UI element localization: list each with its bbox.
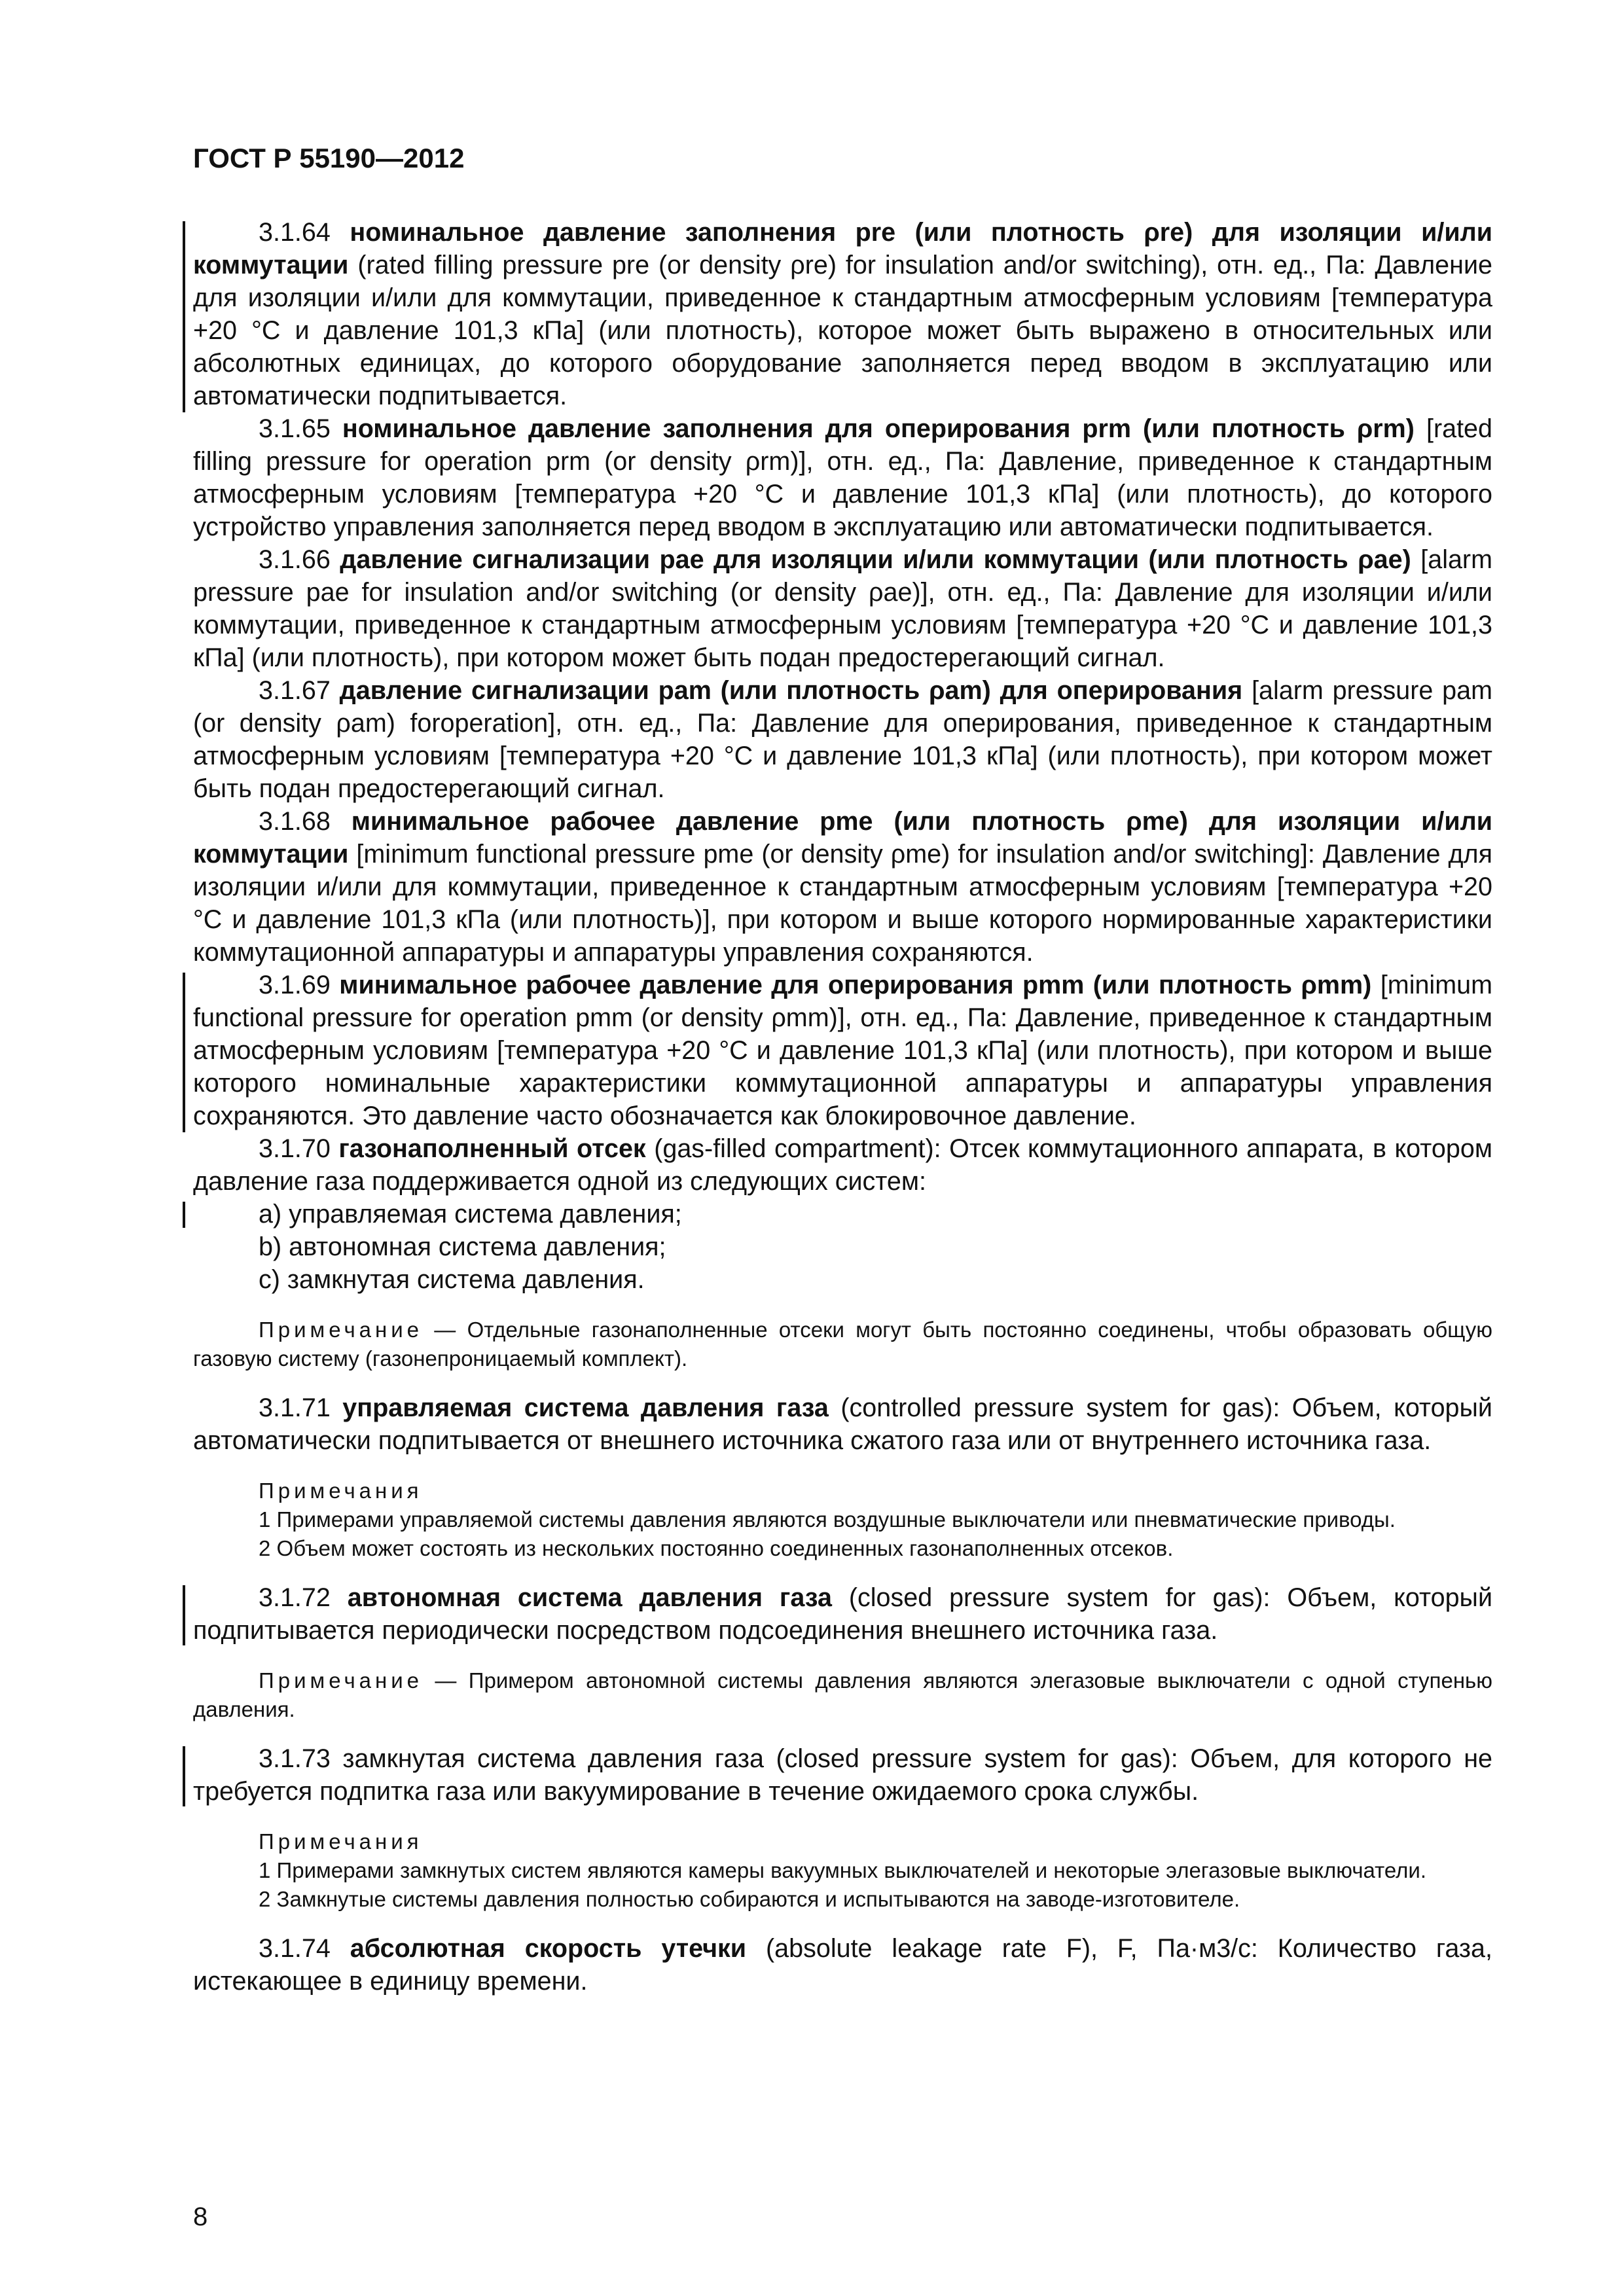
clause-3-1-64: [193, 216, 1492, 412]
document-content: [193, 216, 1492, 1998]
change-bar: [183, 221, 185, 412]
note-label: Примечание: [259, 1318, 424, 1342]
clause-3-1-73: [193, 1742, 1492, 1808]
list-item-c: c) замкнутая система давления.: [259, 1265, 645, 1294]
term: давление сигнализации pae для изоляции и/или коммутации (или плотность ρae): [340, 545, 1411, 574]
list-item-a: [193, 1198, 1492, 1230]
note-label: Примечания: [259, 1479, 423, 1503]
clause-number: 3.1.65: [259, 414, 331, 443]
clause-number: 3.1.72: [259, 1583, 331, 1612]
list-item-b: b) автономная система давления;: [259, 1232, 666, 1261]
definition: (closed pressure system for gas): Объем, который подпитывается периодически посредством подсоединения внешнего источника газа.: [193, 1583, 1493, 1645]
note-item: 2 Объем может состоять из нескольких постоянно соединенных газонаполненных отсеков.: [259, 1536, 1174, 1560]
term: абсолютная скорость утечки: [350, 1934, 747, 1963]
term: давление сигнализации pam (или плотность ρam) для оперирования: [339, 676, 1243, 705]
change-bar: [183, 1746, 185, 1806]
definition: [alarm pressure pam (or density ρam) foroperation], отн. ед., Па: Давление для оперирования, приведенное к стандартным атмосферным условиям [температура +20 °С и давление 101,3 кПа] (или плотность), при котором может быть подан предостерегающий сигнал.: [193, 676, 1492, 803]
note-3-1-72: [193, 1666, 1492, 1724]
clause-3-1-71: [193, 1391, 1492, 1457]
clause-3-1-65: [193, 412, 1492, 543]
change-bar: [183, 973, 185, 1132]
page-number: 8: [193, 2202, 208, 2231]
change-bar: [183, 1202, 185, 1228]
definition: (absolute leakage rate F), F, Па·м3/с: Количество газа, истекающее в единицу времени.: [193, 1934, 1492, 1996]
definition: (gas-filled compartment): Отсек коммутационного аппарата, в котором давление газа поддерживается одной из следующих систем:: [193, 1134, 1492, 1196]
term: минимальное рабочее давление pme (или плотность ρme) для изоляции и/или коммутации: [193, 807, 1492, 869]
list-item-text: a) управляемая система давления;: [259, 1200, 682, 1229]
clause-number: 3.1.74: [259, 1934, 331, 1963]
note-text: [193, 1316, 1492, 1373]
clause-3-1-72: [193, 1581, 1492, 1647]
definition: (controlled pressure system for gas): Объем, который автоматически подпитывается от внешнего источника сжатого газа или от внутреннего источника газа.: [193, 1393, 1492, 1455]
definition: (rated filling pressure pre (or density ρre) for insulation and/or switching), отн. ед., Па: Давление для изоляции и/или для коммутации, приведенное к стандартным атмосферным условиям [температура +20 °С и давление 101,3 кПа] (или плотность), которое может быть выражено в относительных или абсолютных единицах, до которого оборудование заполняется перед вводом в эксплуатацию или автоматически подпитывается.: [193, 251, 1492, 410]
clause-number: 3.1.71: [259, 1393, 331, 1422]
note-item: 2 Замкнутые системы давления полностью собираются и испытываются на заводе-изготовителе.: [259, 1887, 1240, 1911]
definition: [minimum functional pressure pme (or density ρme) for insulation and/or switching]: Давление для изоляции и/или для коммутации, приведенное к стандартным атмосферным условиям [температура +20 °С и давление 101,3 кПа (или плотность)], при котором и выше которого нормированные характеристики коммутационной аппаратуры и аппаратуры управления сохраняются.: [193, 840, 1492, 967]
clause-3-1-66: [193, 543, 1492, 674]
clause-number: 3.1.66: [259, 545, 331, 574]
note-item: 1 Примерами управляемой системы давления являются воздушные выключатели или пневматические приводы.: [259, 1507, 1396, 1532]
clause-3-1-69: [193, 969, 1492, 1132]
notes-heading: [193, 1827, 1492, 1856]
note-text: [193, 1666, 1492, 1724]
term: номинальное давление заполнения pre (или плотность ρre) для изоляции и/или коммутации: [193, 218, 1493, 279]
note-3-1-70: [193, 1316, 1492, 1373]
notes-heading: [193, 1477, 1492, 1505]
standard-header: ГОСТ Р 55190—2012: [193, 143, 465, 173]
clause-number: 3.1.68: [259, 807, 331, 836]
notes-3-1-73: [193, 1827, 1492, 1914]
clause-number: 3.1.69: [259, 971, 331, 999]
clause-3-1-68: [193, 805, 1492, 969]
term: минимальное рабочее давление для оперирования pmm (или плотность ρmm): [339, 971, 1372, 999]
definition: [alarm pressure pae for insulation and/or switching (or density ρae)], отн. ед., Па: Давление для изоляции и/или коммутации, приведенное к стандартным атмосферным условиям [температура +20 °С и давление 101,3 кПа] (или плотность), при котором может быть подан предостерегающий сигнал.: [193, 545, 1492, 672]
term: газонаполненный отсек: [338, 1134, 646, 1163]
definition: [rated filling pressure for operation prm (or density ρrm)], отн. ед., Па: Давление, приведенное к стандартным атмосферным условиям [температура +20 °С и давление 101,3 кПа] (или плотность), до которого устройство управления заполняется перед вводом в эксплуатацию или автоматически подпитывается.: [193, 414, 1492, 541]
note-body: — Отдельные газонаполненные отсеки могут быть постоянно соединены, чтобы образовать общую газовую систему (газонепроницаемый комплект).: [193, 1318, 1492, 1371]
notes-3-1-71: [193, 1477, 1492, 1563]
clause-number: 3.1.64: [259, 218, 331, 247]
term: автономная система давления газа: [347, 1583, 832, 1612]
definition: [minimum functional pressure for operation pmm (or density ρmm)], отн. ед., Па: Давление, приведенное к стандартным атмосферным условиям [температура +20 °С и давление 101,3 кПа] (или плотность), при котором и выше которого номинальные характеристики коммутационной аппаратуры и аппаратуры управления сохраняются. Это давление часто обозначается как блокировочное давление.: [193, 971, 1492, 1130]
clause-number: 3.1.70: [259, 1134, 331, 1163]
definition: замкнутая система давления газа (closed pressure system for gas): Объем, для которого не требуется подпитка газа или вакуумирование в течение ожидаемого срока службы.: [193, 1744, 1492, 1806]
clause-3-1-74: [193, 1932, 1492, 1998]
note-label: Примечание: [259, 1668, 424, 1693]
term: управляемая система давления газа: [342, 1393, 829, 1422]
clause-number: 3.1.73: [259, 1744, 331, 1773]
clause-3-1-67: [193, 674, 1492, 805]
note-body: — Примером автономной системы давления являются элегазовые выключатели с одной ступенью давления.: [193, 1668, 1492, 1721]
note-item: 1 Примерами замкнутых систем являются камеры вакуумных выключателей и некоторые элегазовые выключатели.: [259, 1858, 1426, 1882]
change-bar: [183, 1585, 185, 1645]
term: номинальное давление заполнения для оперирования prm (или плотность ρrm): [342, 414, 1415, 443]
clause-3-1-70: [193, 1132, 1492, 1198]
note-label: Примечания: [259, 1829, 423, 1854]
clause-number: 3.1.67: [259, 676, 331, 705]
